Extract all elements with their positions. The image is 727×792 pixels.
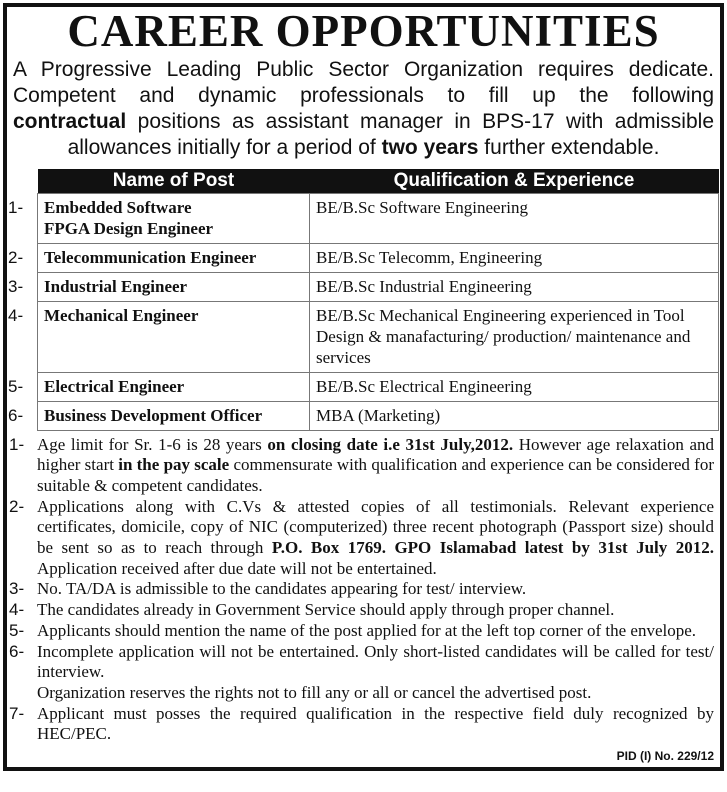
row-number: 4- [8,305,24,325]
row-number: 5- [8,376,24,396]
post-name-cell [8,301,310,372]
post-name-cell [8,401,310,430]
intro-line [13,109,714,135]
note-number: 2- [9,496,25,516]
table-row [38,301,719,372]
table-row [38,193,719,243]
table-row [38,272,719,301]
post-name: Business Development Officer [44,405,263,425]
note-number: 6- [9,641,25,661]
row-number: 2- [8,247,24,267]
qualification-cell: BE/B.Sc Industrial Engineering [310,272,719,301]
note-number: 7- [9,703,25,723]
text: Incomplete application will not be entertained. Only short-listed candidates will be called for test/ interview. [37,641,714,682]
posts-table [8,169,719,431]
text: Applicant must posses the required qualification in the respective field duly recognized by HEC/PEC. [37,703,714,744]
note-number: 3- [9,579,25,599]
text: Age limit for Sr. 1-6 is 28 years [37,434,268,454]
column-header-post: Name of Post [38,169,310,193]
text: Applicants should mention the name of the post applied for at the left top corner of the envelope. [37,620,697,640]
note-item [9,703,714,745]
note-item [9,434,714,497]
table-row [38,401,719,430]
qualification-cell: BE/B.Sc Telecomm, Engineering [310,243,719,272]
qualification-cell: BE/B.Sc Electrical Engineering [310,372,719,401]
text: positions as assistant manager in BPS-17 with admissible [126,110,714,133]
intro-line: A Progressive Leading Public Sector Organization requires dedicate. [13,58,714,81]
qualification-cell: MBA (Marketing) [310,401,719,430]
note-item [9,579,714,600]
note-item [9,620,714,642]
post-name-cell [8,272,310,301]
post-name: Telecommunication Engineer [44,247,257,267]
text: However age relaxation and higher start [37,434,714,475]
text: The candidates already in Government Service should apply through proper channel. [37,600,615,620]
emphasis: two years [381,136,479,159]
notes-list [7,435,720,746]
qualification-cell: BE/B.Sc Mechanical Engineering experienced in Tool Design & manafacturing/ production/ maintenance and services [310,301,719,372]
text: commensurate with qualification and experience can be considered for suitable & competent candidates. [37,455,714,495]
qualification-cell: BE/B.Sc Software Engineering [310,193,719,243]
post-name: Mechanical Engineer [44,305,199,325]
pid-number: PID (I) No. 229/12 [616,749,714,763]
note-number: 5- [9,620,25,640]
post-name-cell [8,372,310,401]
table-row [38,372,719,401]
text: Application received after due date will not be entertained. [37,558,437,578]
page-title: CAREER OPPORTUNITIES [67,6,660,56]
text: No. TA/DA is admissible to the candidates appearing for test/ interview. [37,579,527,599]
note-number: 4- [9,600,25,620]
text: Applications along with C.Vs & attested copies of all testimonials. Relevant experience certificates, domicile, copy of NIC (computerized) three recent photograph (Passport size) should be sent so as to reach through [37,496,714,558]
row-number: 3- [8,276,24,296]
emphasis: on closing date i.e 31st July,2012. [267,434,514,454]
emphasis: in the pay scale [118,455,230,475]
note-number: 1- [9,434,25,454]
post-name-cell [8,243,310,272]
note-item [9,641,714,683]
row-number: 6- [8,405,24,425]
emphasis: contractual [13,110,127,133]
row-number: 1- [8,197,24,217]
intro-paragraph [7,57,720,161]
note-item [9,496,714,580]
emphasis: P.O. Box 1769. GPO Islamabad latest by 31st July 2012. [271,538,714,558]
advertisement [3,3,724,771]
intro-line [13,135,714,161]
column-header-qualification: Qualification & Experience [310,169,719,193]
note-item [9,600,714,621]
post-name: Electrical Engineer [44,376,185,396]
table-row [38,243,719,272]
text: further extendable. [478,136,660,159]
intro-line: Competent and dynamic professionals to fill up the following [13,84,714,107]
reservation-note: Organization reserves the rights not to fill any or all or cancel the advertised post. [37,682,592,702]
text: allowances initially for a period of [67,136,382,159]
post-name: Industrial Engineer [44,276,188,296]
post-name: Embedded Software FPGA Design Engineer [44,197,214,238]
post-name-cell [8,193,310,243]
